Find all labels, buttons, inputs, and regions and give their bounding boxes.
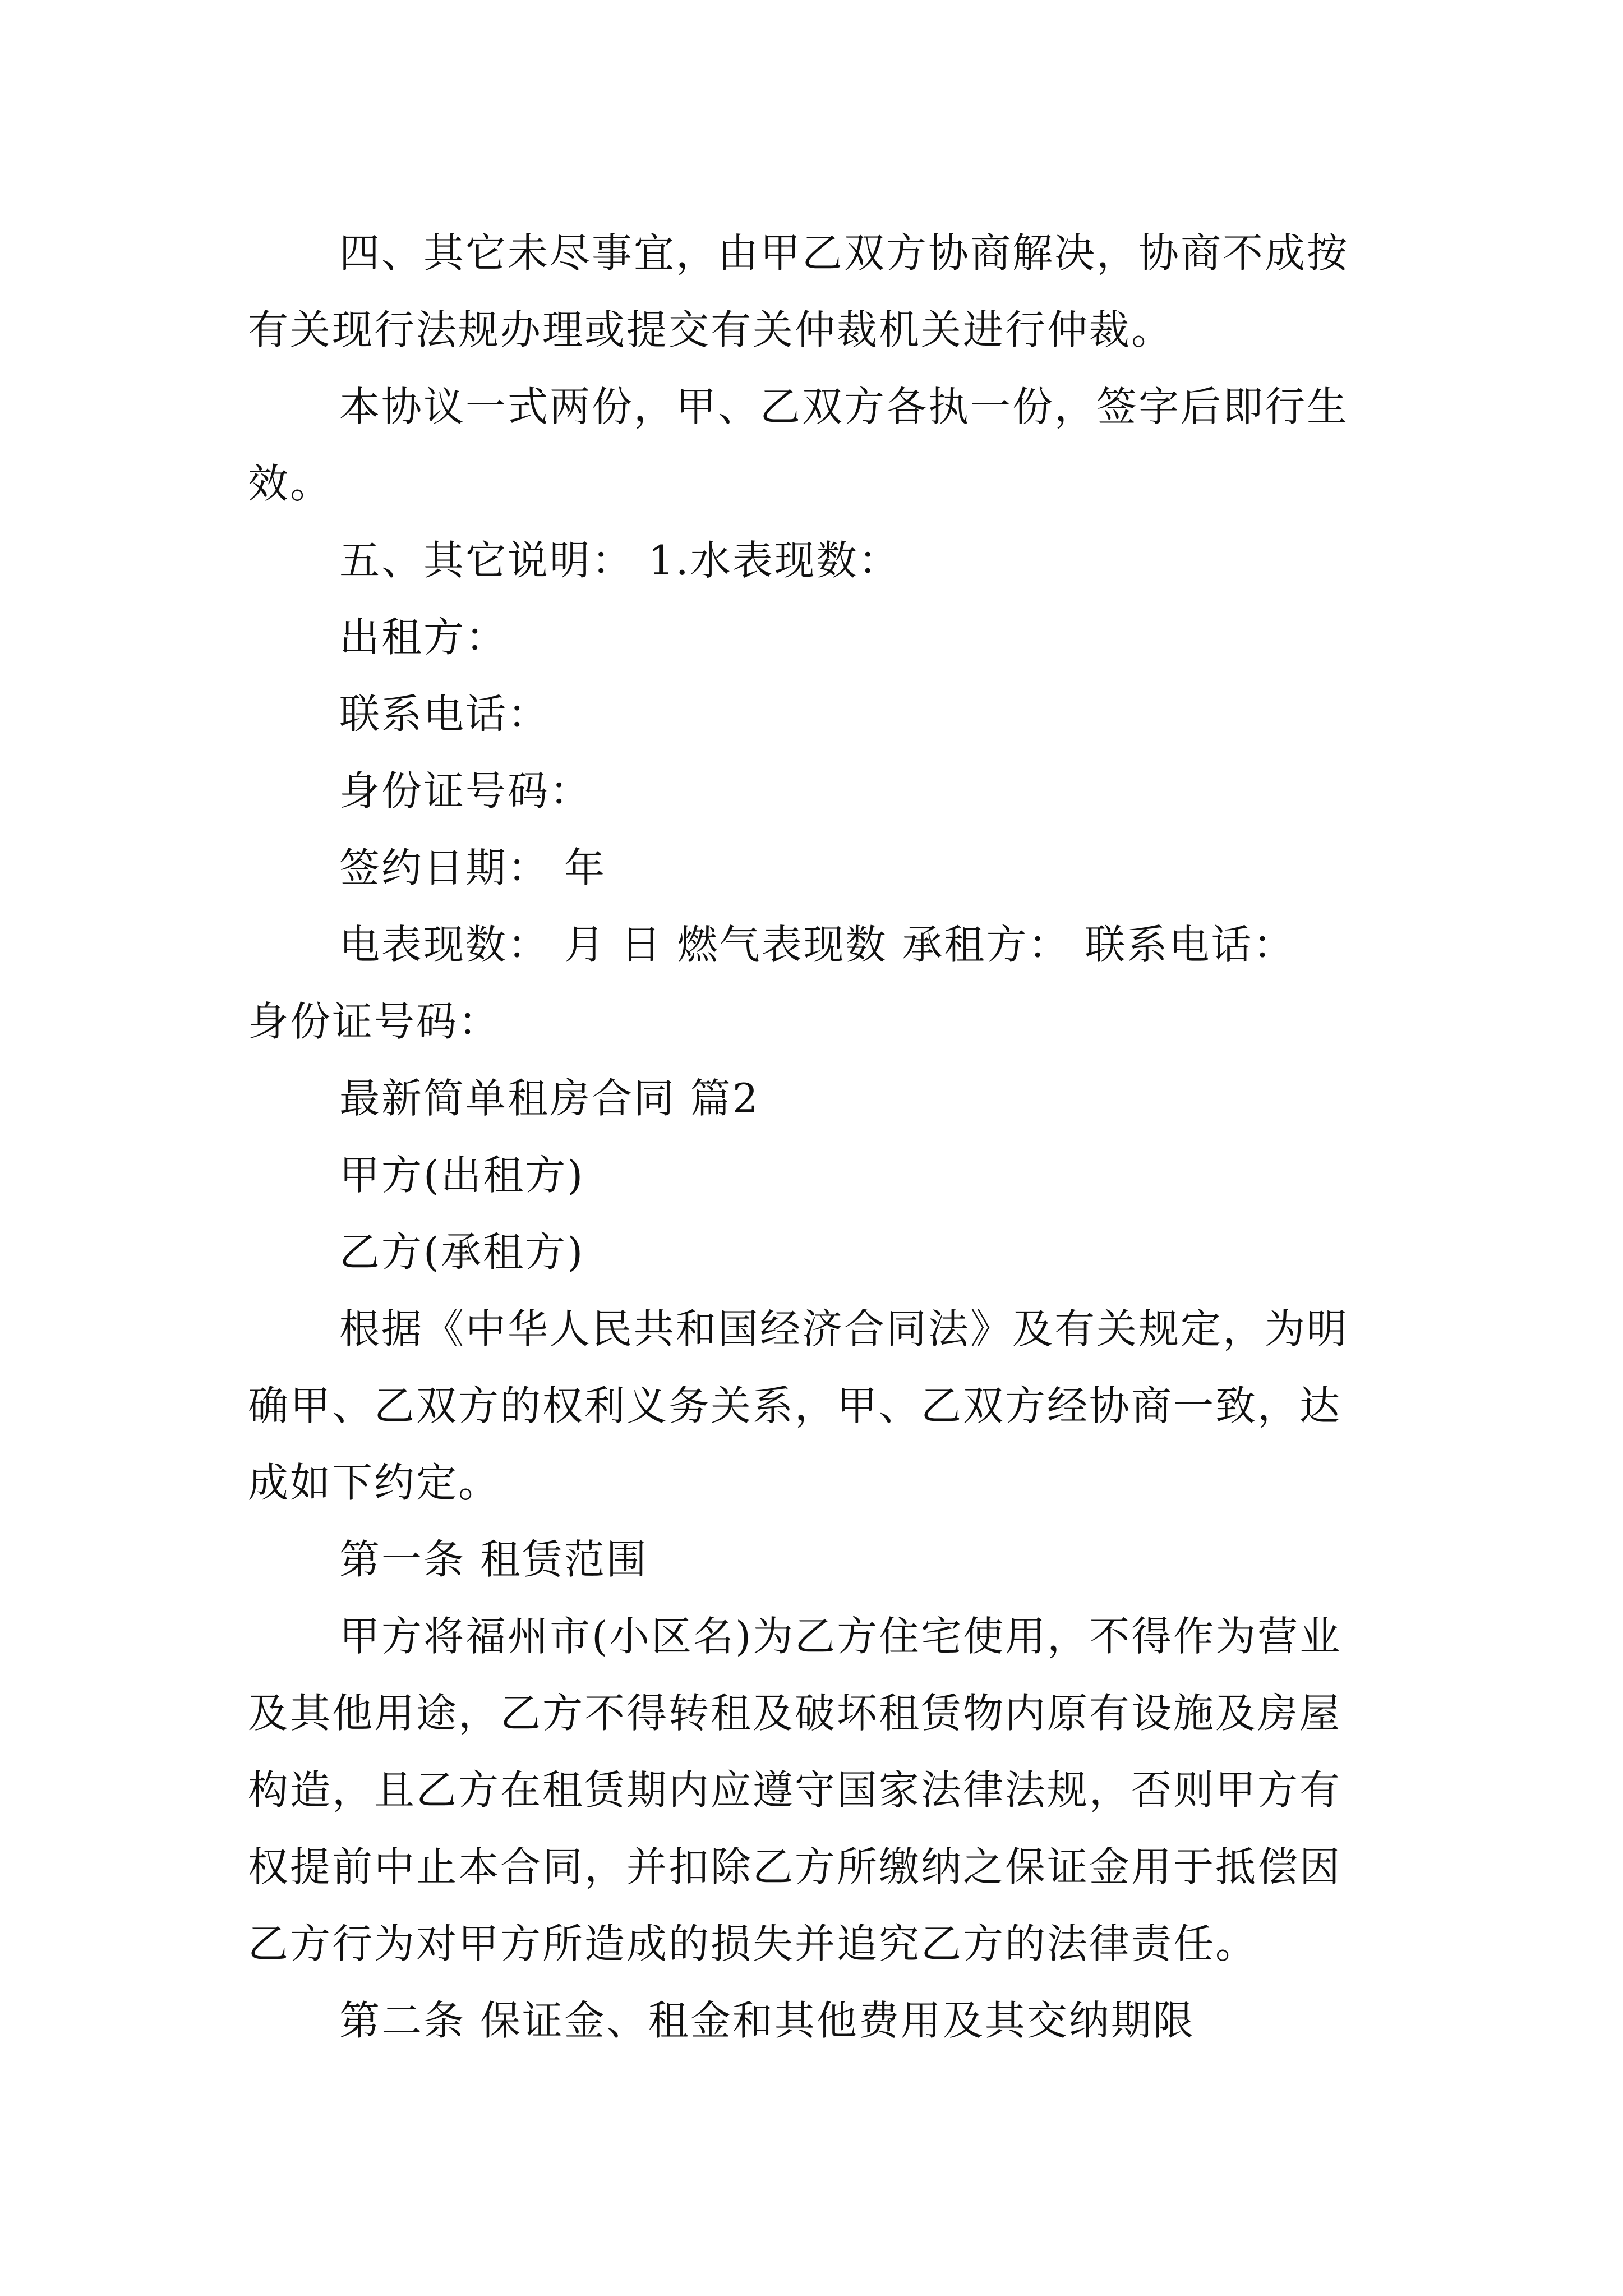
party-label: 甲方(出租方) xyxy=(339,1152,585,1199)
paragraph-line: 效。 xyxy=(248,460,333,507)
signature-field-label: 电表现数： 月 日 燃气表现数 承租方： 联系电话： xyxy=(339,921,1295,968)
section-heading: 最新简单租房合同 篇2 xyxy=(339,1075,760,1122)
paragraph-line: 确甲、乙双方的权利义务关系，甲、乙双方经协商一致，达 xyxy=(248,1382,1342,1429)
paragraph-line: 五、其它说明： 1.水表现数： xyxy=(339,537,901,584)
paragraph-line: 权提前中止本合同，并扣除乙方所缴纳之保证金用于抵偿因 xyxy=(248,1843,1342,1890)
paragraph-line: 根据《中华人民共和国经济合同法》及有关规定，为明 xyxy=(339,1305,1349,1352)
signature-field-label: 联系电话： xyxy=(339,691,550,738)
paragraph-line: 及其他用途，乙方不得转租及破坏租赁物内原有设施及房屋 xyxy=(248,1690,1342,1737)
signature-field-label: 身份证号码： xyxy=(339,767,592,815)
document-body xyxy=(248,215,1392,2059)
signature-field-label: 身份证号码： xyxy=(248,998,501,1045)
signature-field-label: 签约日期： 年 xyxy=(339,844,606,891)
paragraph-line: 甲方将福州市(小区名)为乙方住宅使用，不得作为营业 xyxy=(339,1613,1342,1660)
paragraph-line: 构造，且乙方在租赁期内应遵守国家法律法规，否则甲方有 xyxy=(248,1766,1342,1814)
paragraph-line: 四、其它未尽事宜，由甲乙双方协商解决，协商不成按 xyxy=(339,229,1349,277)
paragraph-line: 本协议一式两份，甲、乙双方各执一份，签字后即行生 xyxy=(339,383,1349,430)
paragraph-line: 乙方行为对甲方所造成的损失并追究乙方的法律责任。 xyxy=(248,1920,1258,1967)
article-heading: 第二条 保证金、租金和其他费用及其交纳期限 xyxy=(339,1997,1195,2044)
paragraph-line: 成如下约定。 xyxy=(248,1459,501,1506)
signature-field-label: 出租方： xyxy=(339,614,508,661)
paragraph-line: 有关现行法规办理或提交有关仲裁机关进行仲裁。 xyxy=(248,306,1174,353)
article-heading: 第一条 租赁范围 xyxy=(339,1536,648,1583)
party-label: 乙方(承租方) xyxy=(339,1228,585,1276)
